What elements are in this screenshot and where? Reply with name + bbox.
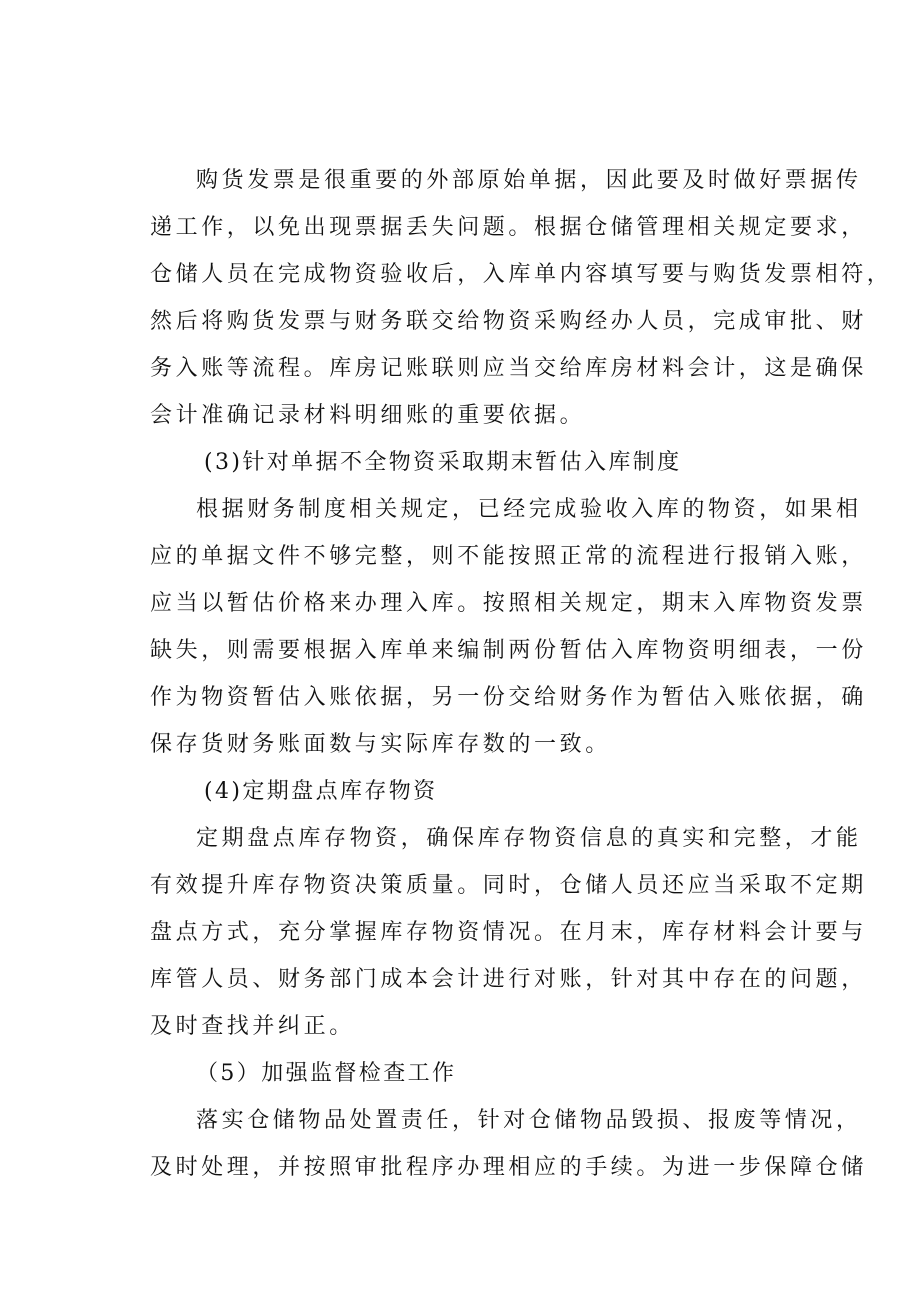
section-heading: (4)定期盘点库存物资 bbox=[204, 779, 438, 804]
paragraph-line: 务入账等流程。库房记账联则应当交给库房材料会计，这是确保 bbox=[150, 356, 867, 381]
paragraph-line: 应当以暂估价格来办理入库。按照相关规定，期末入库物资发票 bbox=[150, 591, 867, 616]
section-heading: （5）加强监督检查工作 bbox=[196, 1061, 457, 1086]
paragraph-line: 定期盘点库存物资，确保库存物资信息的真实和完整，才能 bbox=[196, 826, 862, 851]
paragraph-line: 应的单据文件不够完整，则不能按照正常的流程进行报销入账， bbox=[150, 544, 867, 569]
paragraph-line: 落实仓储物品处置责任，针对仓储物品毁损、报废等情况， bbox=[196, 1108, 862, 1133]
paragraph-line: 作为物资暂估入账依据，另一份交给财务作为暂估入账依据，确 bbox=[150, 685, 867, 710]
paragraph-line: 缺失，则需要根据入库单来编制两份暂估入库物资明细表，一份 bbox=[150, 638, 867, 663]
paragraph-line: 及时处理，并按照审批程序办理相应的手续。为进一步保障仓储 bbox=[150, 1155, 867, 1180]
paragraph-line: 然后将购货发票与财务联交给物资采购经办人员，完成审批、财 bbox=[150, 309, 867, 334]
paragraph-line: 仓储人员在完成物资验收后，入库单内容填写要与购货发票相符， bbox=[150, 262, 893, 287]
paragraph-line: 盘点方式，充分掌握库存物资情况。在月末，库存材料会计要与 bbox=[150, 920, 867, 945]
section-heading: (3)针对单据不全物资采取期末暂估入库制度 bbox=[204, 450, 682, 475]
paragraph-line: 保存货财务账面数与实际库存数的一致。 bbox=[150, 732, 611, 757]
paragraph-line: 库管人员、财务部门成本会计进行对账，针对其中存在的问题， bbox=[150, 967, 867, 992]
paragraph-line: 递工作，以免出现票据丢失问题。根据仓储管理相关规定要求， bbox=[150, 215, 867, 240]
paragraph-line: 及时查找并纠正。 bbox=[150, 1014, 355, 1039]
paragraph-line: 会计准确记录材料明细账的重要依据。 bbox=[150, 403, 586, 428]
paragraph-line: 根据财务制度相关规定，已经完成验收入库的物资，如果相 bbox=[196, 497, 862, 522]
paragraph-line: 有效提升库存物资决策质量。同时，仓储人员还应当采取不定期 bbox=[150, 873, 867, 898]
paragraph-line: 购货发票是很重要的外部原始单据，因此要及时做好票据传 bbox=[196, 168, 862, 193]
